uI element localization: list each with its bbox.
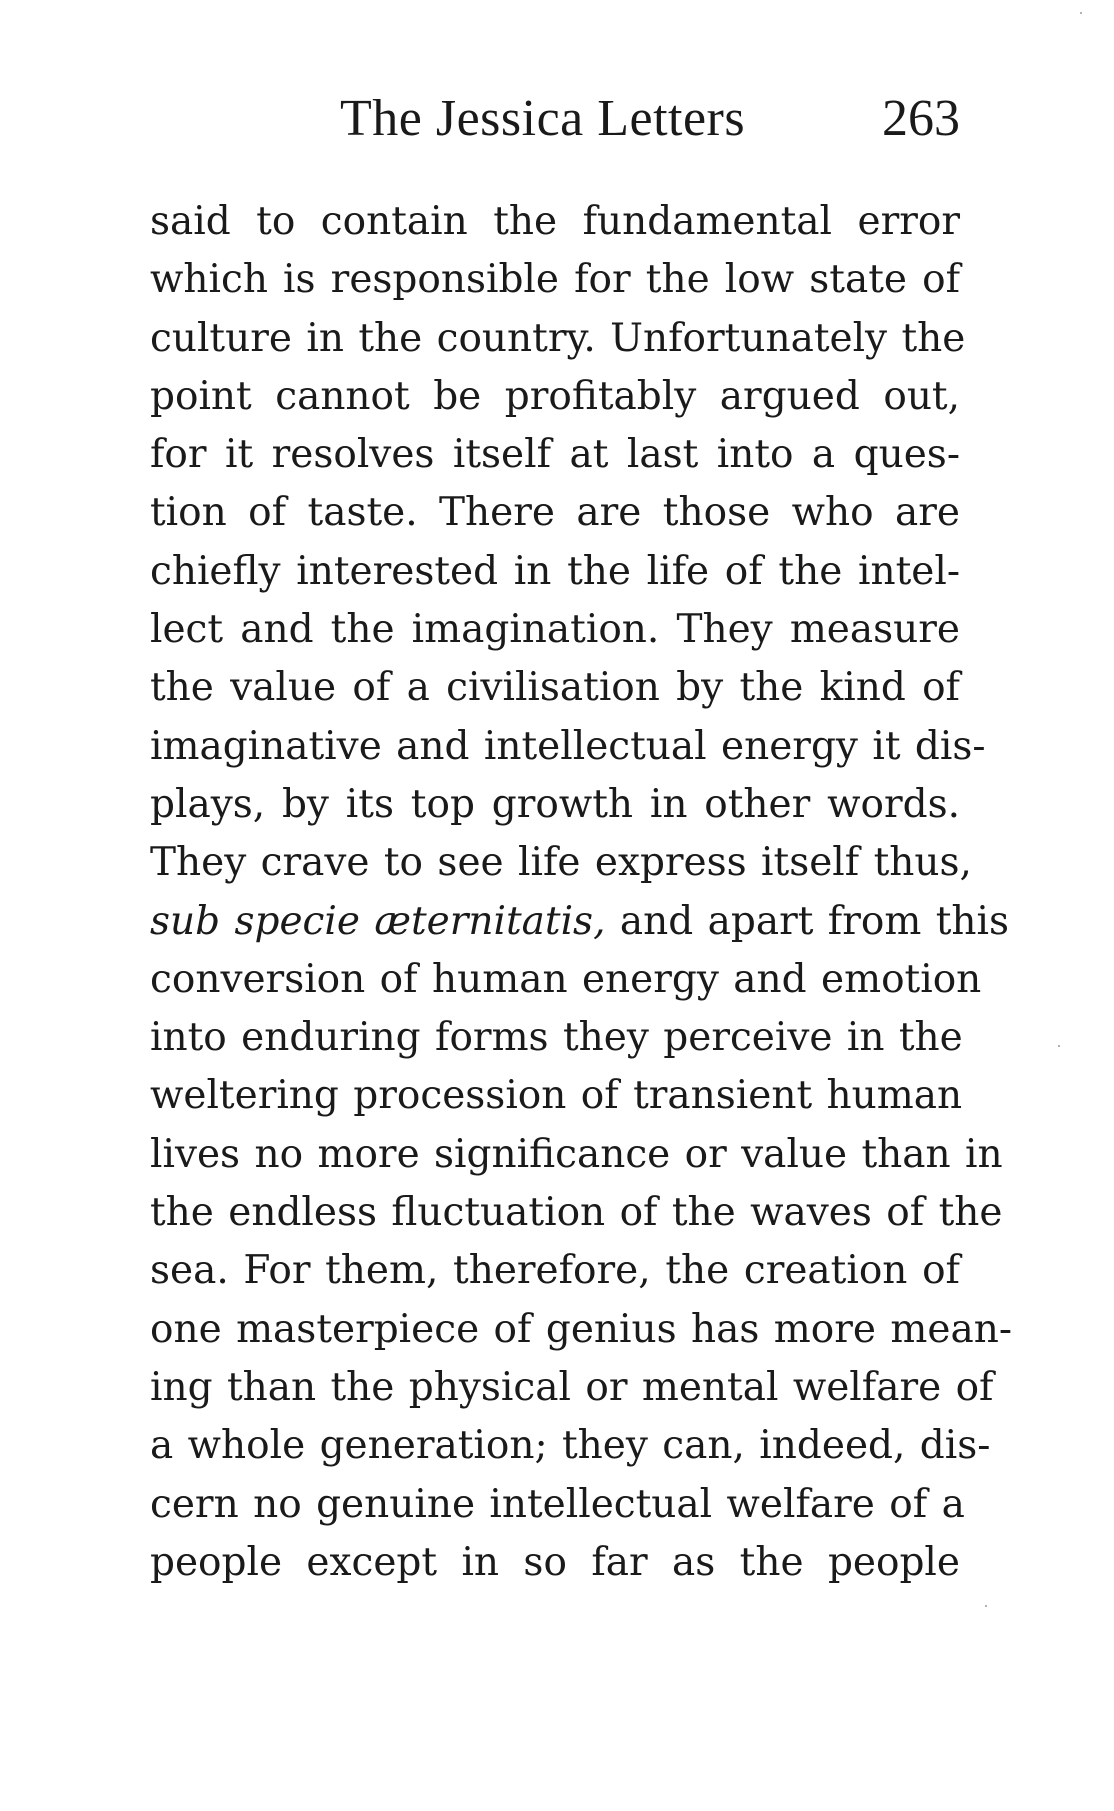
text-line: sea. For them, therefore, the creation of [150,1248,960,1294]
paper-speck [1058,1045,1060,1047]
page-number: 263 [882,90,960,147]
text-line: lives no more significance or value than in [150,1131,1003,1177]
text-line: one masterpiece of genius has more mean- [150,1306,1013,1352]
text-line: They crave to see life express itself thus, [150,840,972,886]
text-line: the value of a civilisation by the kind of [150,665,960,711]
running-head [150,84,960,154]
text-line: imaginative and intellectual energy it dis- [150,723,986,769]
text-line: culture in the country. Unfortunately the [150,315,966,361]
text-line: into enduring forms they perceive in the [150,1015,963,1061]
text-line: plays, by its top growth in other words. [150,781,960,827]
text-line-rest: and apart from this [619,898,1010,944]
text-line: conversion of human energy and emotion [150,956,982,1002]
text-line: tion of taste. There are those who are [150,490,960,536]
paper-speck [985,1605,987,1607]
body-text [150,193,1013,1592]
text-line: for it resolves itself at last into a ques- [150,432,960,478]
text-line: which is responsible for the low state of [150,257,960,303]
italic-latin-phrase: sub specie æternitatis, [150,898,606,944]
text-line: chiefly interested in the life of the intel- [150,548,960,594]
paper-speck [1080,12,1082,14]
text-line: said to contain the fundamental error [150,199,960,244]
text-line: weltering procession of transient human [150,1073,963,1119]
text-line: a whole generation; they can, indeed, dis- [150,1423,991,1469]
running-title: The Jessica Letters [340,90,746,147]
text-line: point cannot be profitably argued out, [150,373,960,419]
text-line: lect and the imagination. They measure [150,607,960,653]
text-line: the endless fluctuation of the waves of the [150,1190,1003,1236]
text-line: ing than the physical or mental welfare of [150,1364,994,1410]
text-line-with-italic [150,893,1010,951]
text-line: people except in so far as the people [150,1539,960,1585]
text-line: cern no genuine intellectual welfare of a [150,1481,965,1527]
